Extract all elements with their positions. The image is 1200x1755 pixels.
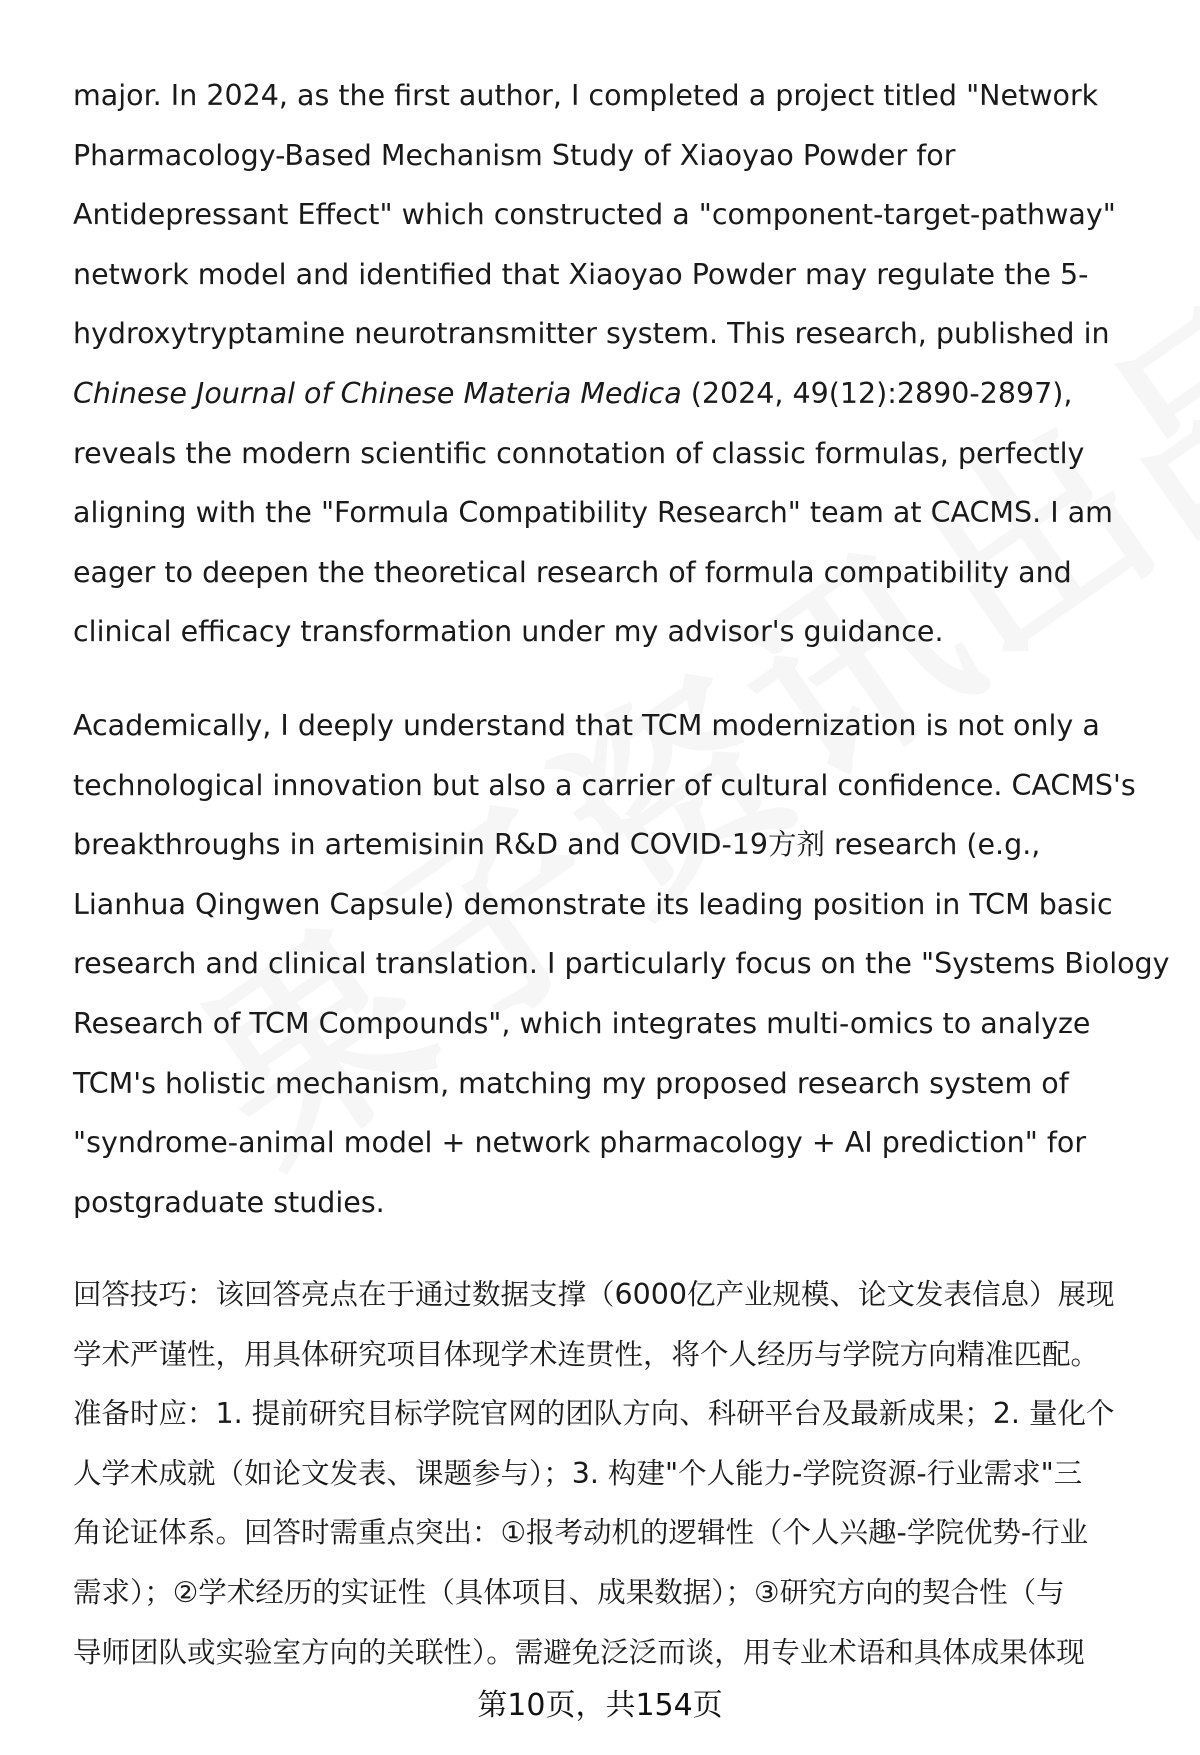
text-line: "syndrome-animal model + network pharmacology + AI prediction" for (73, 1126, 1087, 1160)
paragraph-research-project (73, 66, 1153, 662)
text-line: technological innovation but also a carrier of cultural confidence. CACMS's (73, 768, 1136, 802)
citation-details: (2024, 49(12):2890-2897), (681, 376, 1073, 410)
journal-title: Chinese Journal of Chinese Materia Medica (73, 376, 682, 410)
text-line: aligning with the "Formula Compatibility Research" team at CACMS. I am (73, 496, 1113, 530)
text-line: clinical efficacy transformation under my advisor's guidance. (73, 615, 944, 649)
text-line: Research of TCM Compounds", which integrates multi-omics to analyze (73, 1006, 1091, 1040)
text-line: Academically, I deeply understand that TCM modernization is not only a (73, 709, 1100, 742)
text-line: Lianhua Qingwen Capsule) demonstrate its leading position in TCM basic (73, 887, 1113, 921)
text-line: network model and identified that Xiaoyao Powder may regulate the 5- (73, 257, 1089, 291)
text-line: 导师团队或实验室方向的关联性）。需避免泛泛而谈，用专业术语和具体成果体现 (73, 1635, 1085, 1669)
text-line: Antidepressant Effect" which constructed a "component-target-pathway" (73, 198, 1116, 232)
text-line-citation (73, 364, 1153, 424)
text-line: 需求）；②学术经历的实证性（具体项目、成果数据）；③研究方向的契合性（与 (73, 1575, 1065, 1609)
text-line: 角论证体系。回答时需重点突出：①报考动机的逻辑性（个人兴趣-学院优势-行业 (73, 1516, 1089, 1550)
text-line: TCM's holistic mechanism, matching my proposed research system of (73, 1066, 1069, 1100)
text-line: Pharmacology-Based Mechanism Study of Xiaoyao Powder for (73, 138, 956, 172)
text-line: 人学术成就（如论文发表、课题参与）；3. 构建"个人能力-学院资源-行业需求"三 (73, 1456, 1083, 1490)
text-line: 准备时应：1. 提前研究目标学院官网的团队方向、科研平台及最新成果；2. 量化个 (73, 1397, 1115, 1431)
text-line: hydroxytryptamine neurotransmitter system. This research, published in (73, 317, 1110, 351)
text-line: 学术严谨性，用具体研究项目体现学术连贯性，将个人经历与学院方向精准匹配。 (73, 1337, 1100, 1371)
text-line: eager to deepen the theoretical research of formula compatibility and (73, 555, 1072, 589)
text-line: postgraduate studies. (73, 1185, 385, 1219)
text-line: breakthroughs in artemisinin R&D and COVID-19方剂 research (e.g., (73, 828, 1041, 862)
text-line: research and clinical translation. I particularly focus on the "Systems Biology (73, 947, 1170, 981)
page-number: 第10页，共154页 (477, 1688, 723, 1723)
answer-tips (73, 1265, 1163, 1682)
text-line: 回答技巧：该回答亮点在于通过数据支撑（6000亿产业规模、论文发表信息）展现 (73, 1278, 1115, 1311)
text-line: major. In 2024, as the first author, I completed a project titled "Network (73, 79, 1099, 112)
paragraph-academic-understanding (73, 696, 1170, 1232)
text-line: reveals the modern scientific connotation of classic formulas, perfectly (73, 436, 1085, 470)
